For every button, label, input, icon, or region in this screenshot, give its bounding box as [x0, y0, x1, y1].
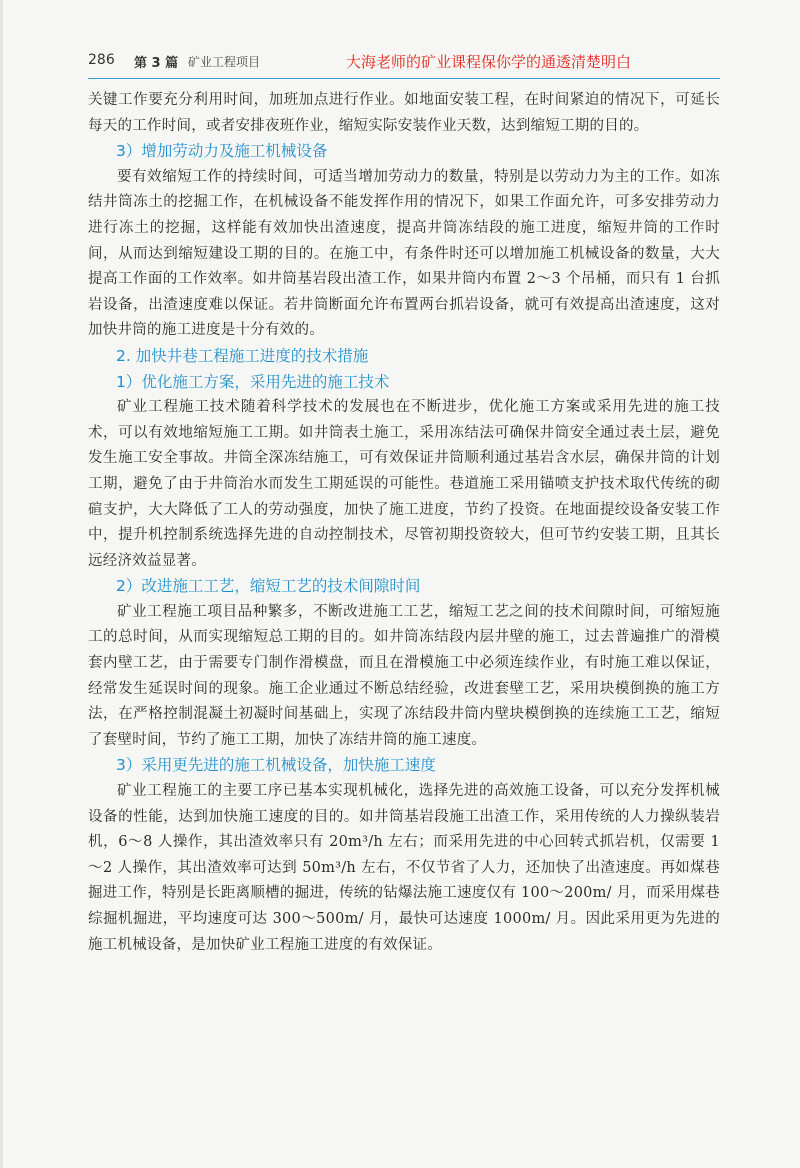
watermark-text: 大海老师的矿业课程保你学的通透清楚明白 — [346, 53, 632, 71]
section-heading: 2）改进施工工艺，缩短工艺的技术间隙时间 — [116, 577, 421, 596]
paragraph: 要有效缩短工作的持续时间，可适当增加劳动力的数量，特别是以劳动力为主的工作。如冻结井筒冻土的挖掘工作，在机械设备不能发挥作用的情况下，如果工作面允许，可多安排劳动力进行冻土的挖掘，这样能有效加快出渣速度，提高井筒冻结段的施工进度，缩短井筒的工作时间，从而达到缩短建设工期的目的。在施工中，有条件时还可以增加施工机械设备的数量，大大提高工作面的工作效率。如井筒基岩段出渣工作，如果井筒内布置 2～3 个吊桶，而只有 1 台抓岩设备，出渣速度难以保证。若井筒断面允许布置两台抓岩设备，就可有效提高出渣速度，这对加快井筒的施工进度是十分有效的。 — [88, 168, 720, 339]
page-number: 286 — [88, 52, 115, 68]
page-body — [88, 88, 720, 958]
chapter-label: 矿业工程项目 — [188, 55, 261, 69]
paragraph: 矿业工程施工技术随着科学技术的发展也在不断进步，优化施工方案或采用先进的施工技术，可以有效地缩短施工工期。如井筒表土施工，采用冻结法可确保井筒安全通过表土层，避免发生施工安全事故。井筒全深冻结施工，可有效保证井筒顺利通过基岩含水层，确保井筒的计划工期，避免了由于井筒治水而发生工期延误的可能性。巷道施工采用锚喷支护技术取代传统的砌碹支护，大大降低了工人的劳动强度，加快了施工进度，节约了投资。在地面提绞设备安装工作中，提升机控制系统选择先进的自动控制技术，尽管初期投资较大，但可节约安装工期，且其长远经济效益显著。 — [88, 399, 720, 569]
section-heading: 1）优化施工方案，采用先进的施工技术 — [116, 372, 390, 391]
page-edge — [0, 0, 3, 1168]
part-label: 第 3 篇 — [134, 56, 179, 71]
section-heading: 3）采用更先进的施工机械设备，加快施工速度 — [116, 756, 436, 775]
page-header — [88, 48, 720, 79]
paragraph: 矿业工程施工项目品种繁多，不断改进施工工艺，缩短工艺之间的技术间隙时间，可缩短施工的总时间，从而实现缩短总工期的目的。如井筒冻结段内层井壁的施工，过去普遍推广的滑模套内壁工艺，由于需要专门制作滑模盘，而且在滑模施工中必须连续作业，有时施工难以保证，经常发生延误时间的现象。施工企业通过不断总结经验，改进套壁工艺，采用块模倒换的施工方法，在严格控制混凝土初凝时间基础上，实现了冻结段井筒内壁块模倒换的连续施工工艺，缩短了套壁时间，节约了施工工期，加快了冻结井筒的施工速度。 — [88, 603, 720, 748]
paragraph: 关键工作要充分利用时间，加班加点进行作业。如地面安装工程，在时间紧迫的情况下，可延长每天的工作时间，或者安排夜班作业，缩短实际安装作业天数，达到缩短工期的目的。 — [88, 92, 720, 134]
paragraph: 矿业工程施工的主要工序已基本实现机械化，选择先进的高效施工设备，可以充分发挥机械设备的性能，达到加快施工速度的目的。如井筒基岩段施工出渣工作，采用传统的人力操纵装岩机，6～8 人操作，其出渣效率只有 20m³/h 左右；而采用先进的中心回转式抓岩机，仅需要 1～2 人操作，其出渣效率可达到 50m³/h 左右，不仅节省了人力，还加快了出渣速度。再如煤巷掘进工作，特别是长距离顺槽的掘进，传统的钻爆法施工速度仅有 100～200m/ 月，而采用煤巷综掘机掘进，平均速度可达 300～500m/ 月，最快可达速度 1000m/ 月。因此采用更为先进的施工机械设备，是加快矿业工程施工进度的有效保证。 — [88, 783, 720, 953]
section-heading: 2. 加快井巷工程施工进度的技术措施 — [116, 346, 369, 365]
section-heading: 3）增加劳动力及施工机械设备 — [116, 142, 328, 161]
